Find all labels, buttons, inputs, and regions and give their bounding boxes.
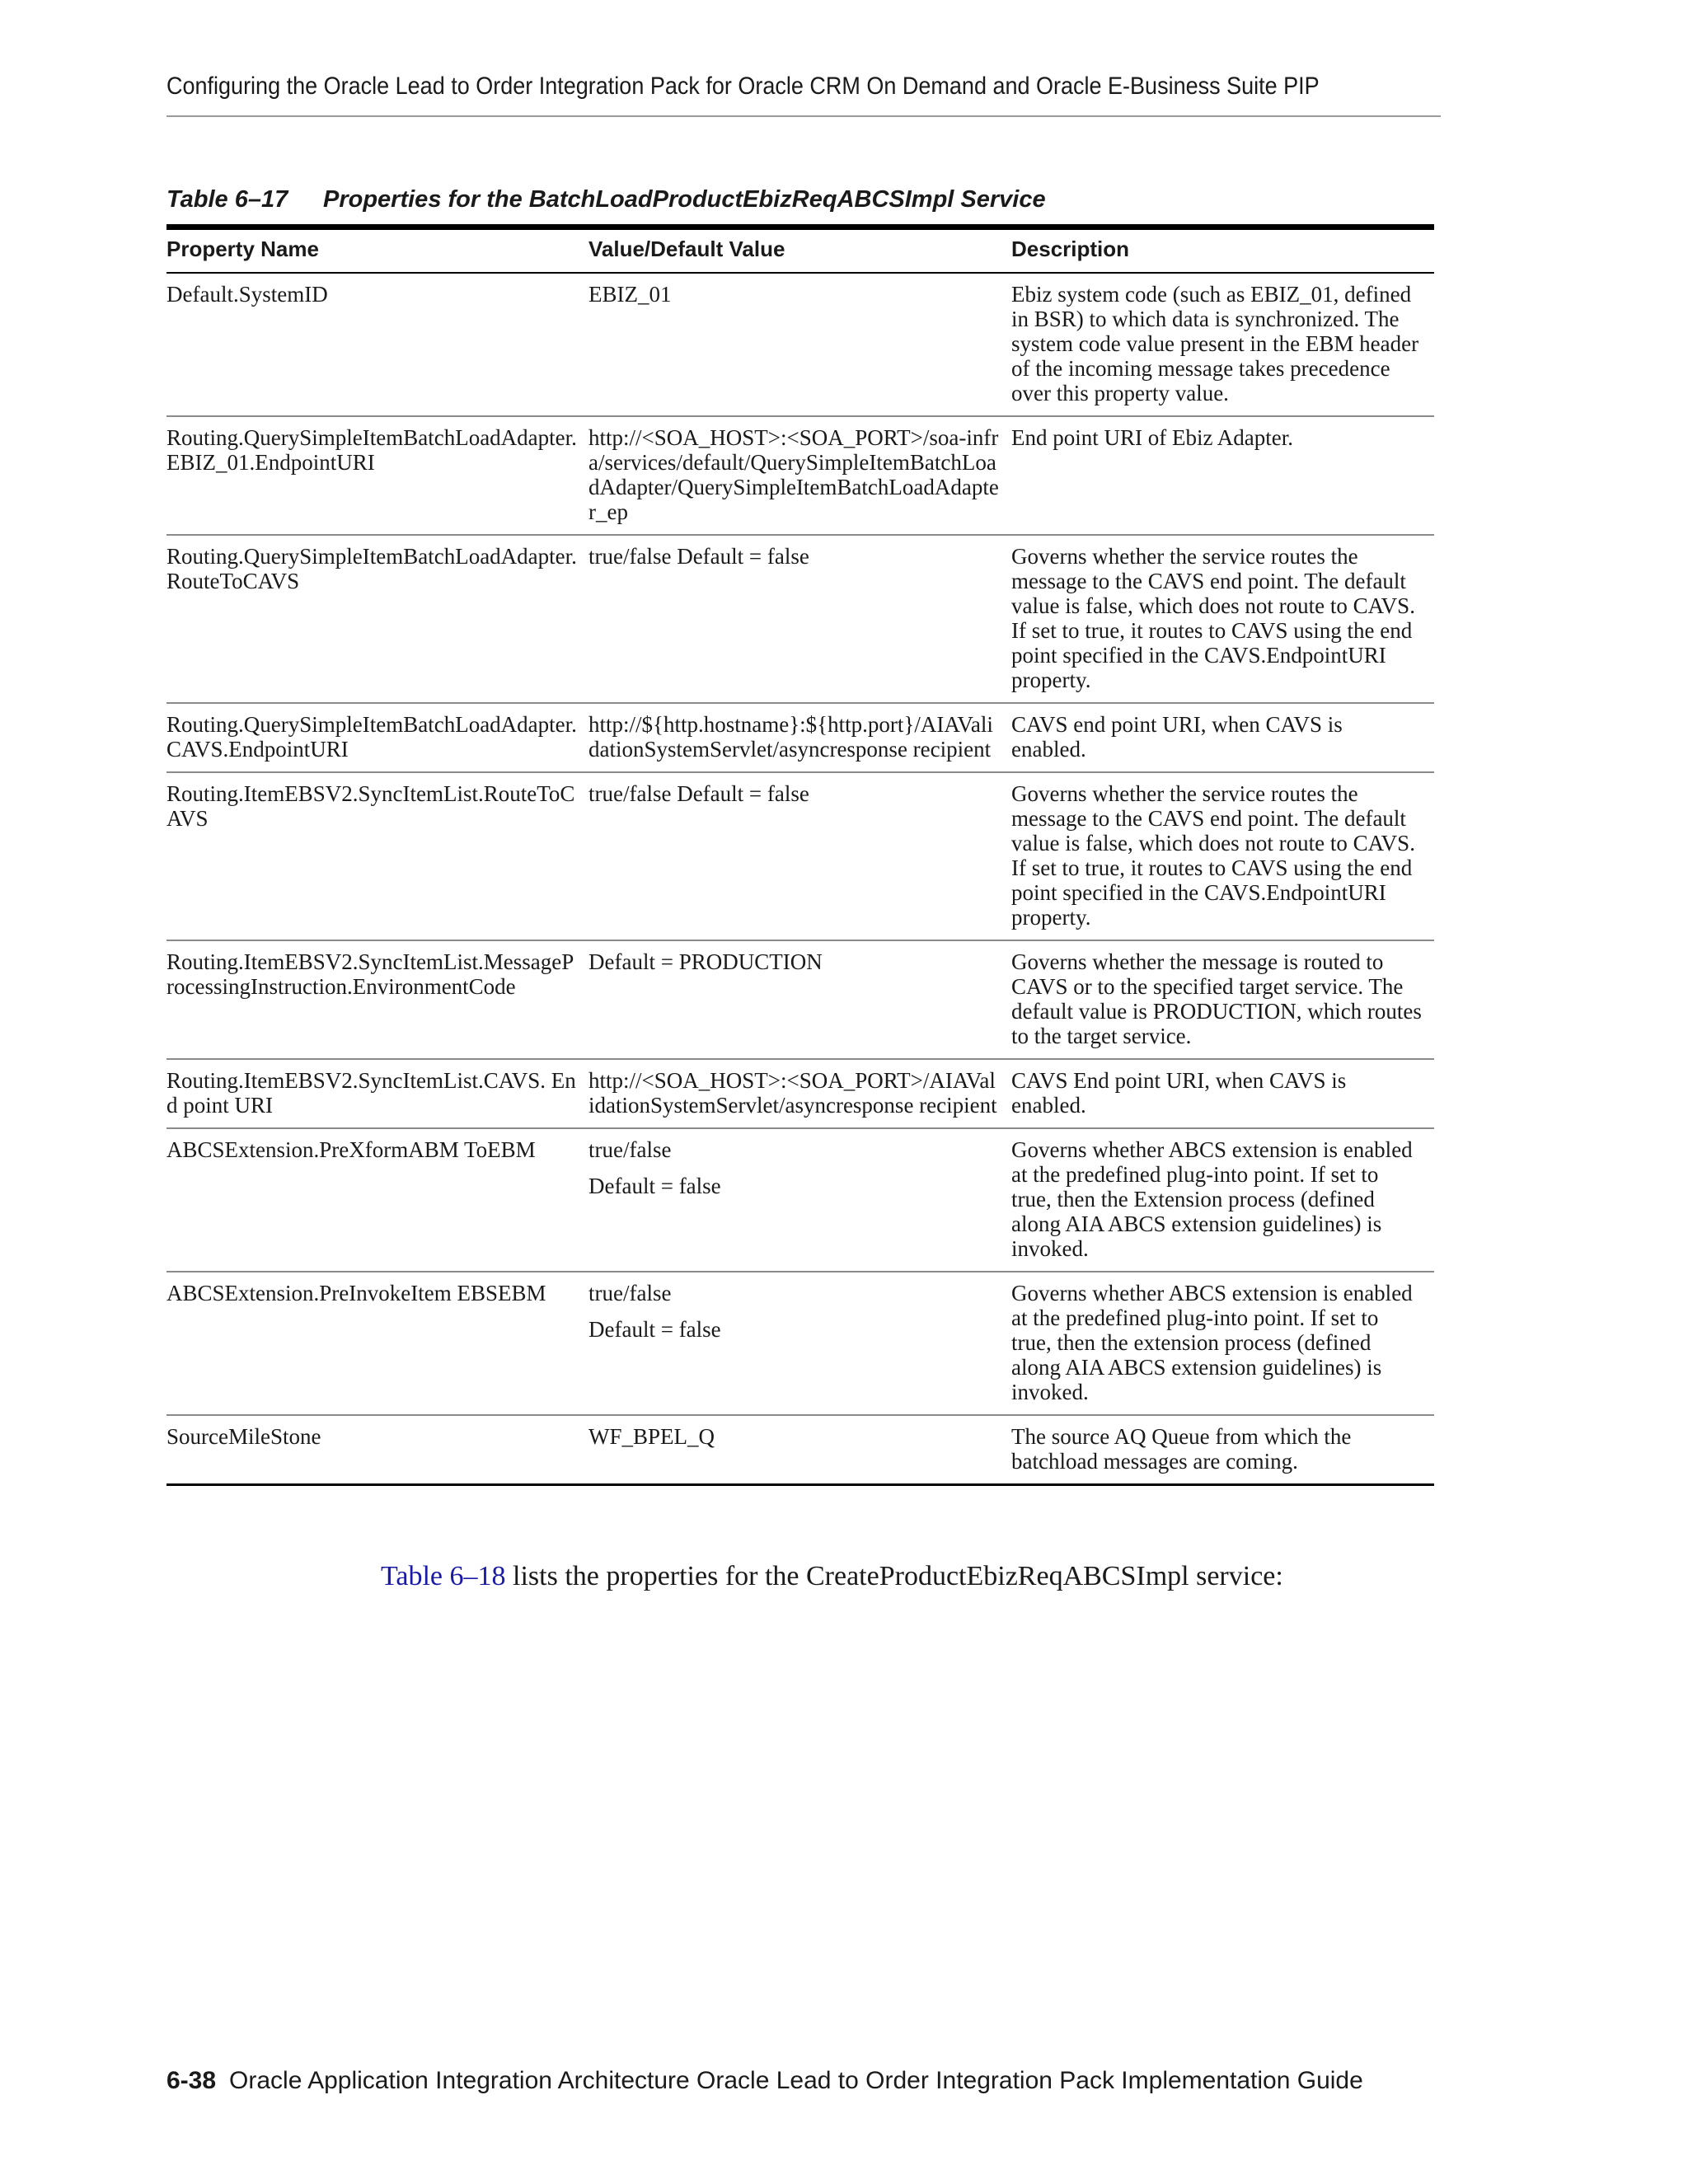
value-cell: WF_BPEL_Q (588, 1424, 715, 1449)
header-rule (166, 115, 1441, 117)
default-value-line: Default = false (588, 1174, 721, 1198)
value-cell: Default = PRODUCTION (588, 940, 1011, 1059)
column-header-description: Description (1011, 227, 1434, 274)
description-cell: Governs whether ABCS extension is enabled at the predefined plug-into point. If set to true, then the extension process (defined along AIA ABCS extension guidelines) is invoked. (1011, 1272, 1434, 1415)
table-caption (166, 186, 1046, 213)
description-cell: End point URI of Ebiz Adapter. (1011, 416, 1434, 535)
table-row (166, 703, 1434, 772)
body-paragraph (381, 1561, 1283, 1592)
table-row (166, 535, 1434, 703)
value-cell (588, 1128, 1011, 1272)
property-name-cell: ABCSExtension.PreXformABM ToEBM (166, 1128, 588, 1272)
body-sentence: lists the properties for the CreateProductEbizReqABCSImpl service: (505, 1561, 1283, 1591)
table-row (166, 1059, 1434, 1128)
property-name-cell: ABCSExtension.PreInvokeItem EBSEBM (166, 1272, 588, 1415)
table-caption-title: Properties for the BatchLoadProductEbizReqABCSImpl Service (323, 186, 1046, 213)
table-cross-reference-link[interactable]: Table 6–18 (381, 1561, 506, 1591)
property-name-cell: Routing.QuerySimpleItemBatchLoadAdapter.CAVS.EndpointURI (166, 703, 588, 772)
value-cell: true/false Default = false (588, 535, 1011, 703)
description-cell: CAVS End point URI, when CAVS is enabled. (1011, 1059, 1434, 1128)
description-cell: CAVS end point URI, when CAVS is enabled. (1011, 703, 1434, 772)
book-title: Oracle Application Integration Architecture Oracle Lead to Order Integration Pack Implementation Guide (229, 2067, 1363, 2094)
value-cell: http://<SOA_HOST>:<SOA_PORT>/soa-infra/services/default/QuerySimpleItemBatchLoadAdapter/QuerySimpleItemBatchLoadAdapter_ep (588, 416, 1011, 535)
property-name-cell: Routing.QuerySimpleItemBatchLoadAdapter.EBIZ_01.EndpointURI (166, 416, 588, 535)
table-header-row (166, 227, 1434, 274)
table-row (166, 1128, 1434, 1272)
table-row (166, 940, 1434, 1059)
description-cell: Governs whether the message is routed to CAVS or to the specified target service. The default value is PRODUCTION, which routes to the target service. (1011, 940, 1434, 1059)
table-row (166, 273, 1434, 416)
description-cell: The source AQ Queue from which the batchload messages are coming. (1011, 1424, 1352, 1474)
value-line: true/false (588, 1281, 672, 1305)
property-name-cell: Routing.ItemEBSV2.SyncItemList.RouteToCAVS (166, 772, 588, 940)
property-name-cell: Default.SystemID (166, 273, 588, 416)
description-cell: Ebiz system code (such as EBIZ_01, defined in BSR) to which data is synchronized. The system code value present in the EBM header of the incoming message takes precedence over this property value. (1011, 273, 1434, 416)
page-footer (166, 2067, 1363, 2095)
property-name-cell: Routing.QuerySimpleItemBatchLoadAdapter.RouteToCAVS (166, 535, 588, 703)
table-caption-number: Table 6–17 (166, 186, 288, 213)
column-header-value: Value/Default Value (588, 227, 1011, 274)
table-row (166, 1272, 1434, 1415)
value-line: true/false (588, 1137, 672, 1162)
properties-table (166, 224, 1434, 1486)
value-cell (588, 1272, 1011, 1415)
property-name-cell: SourceMileStone (166, 1424, 321, 1449)
column-header-property-name: Property Name (166, 227, 588, 274)
value-cell: http://<SOA_HOST>:<SOA_PORT>/AIAValidationSystemServlet/asyncresponse recipient (588, 1059, 1011, 1128)
table-row (166, 416, 1434, 535)
default-value-line: Default = false (588, 1317, 721, 1342)
value-cell: true/false Default = false (588, 772, 1011, 940)
description-cell: Governs whether ABCS extension is enabled at the predefined plug-into point. If set to true, then the Extension process (defined along AIA ABCS extension guidelines) is invoked. (1011, 1128, 1434, 1272)
property-name-cell: Routing.ItemEBSV2.SyncItemList.MessageProcessingInstruction.EnvironmentCode (166, 940, 588, 1059)
description-cell: Governs whether the service routes the message to the CAVS end point. The default value is false, which does not route to CAVS. If set to true, it routes to CAVS using the end point specified in the CAVS.EndpointURI property. (1011, 535, 1434, 703)
table-row (166, 1415, 1434, 1485)
description-cell: Governs whether the service routes the message to the CAVS end point. The default value is false, which does not route to CAVS. If set to true, it routes to CAVS using the end point specified in the CAVS.EndpointURI property. (1011, 772, 1434, 940)
running-header: Configuring the Oracle Lead to Order Integration Pack for Oracle CRM On Demand and Oracle E-Business Suite PIP (166, 73, 1320, 100)
table-row (166, 772, 1434, 940)
property-name-cell: Routing.ItemEBSV2.SyncItemList.CAVS. End point URI (166, 1059, 588, 1128)
page-number: 6-38 (166, 2067, 217, 2094)
value-cell: http://${http.hostname}:${http.port}/AIAValidationSystemServlet/asyncresponse recipient (588, 703, 1011, 772)
value-cell: EBIZ_01 (588, 273, 1011, 416)
